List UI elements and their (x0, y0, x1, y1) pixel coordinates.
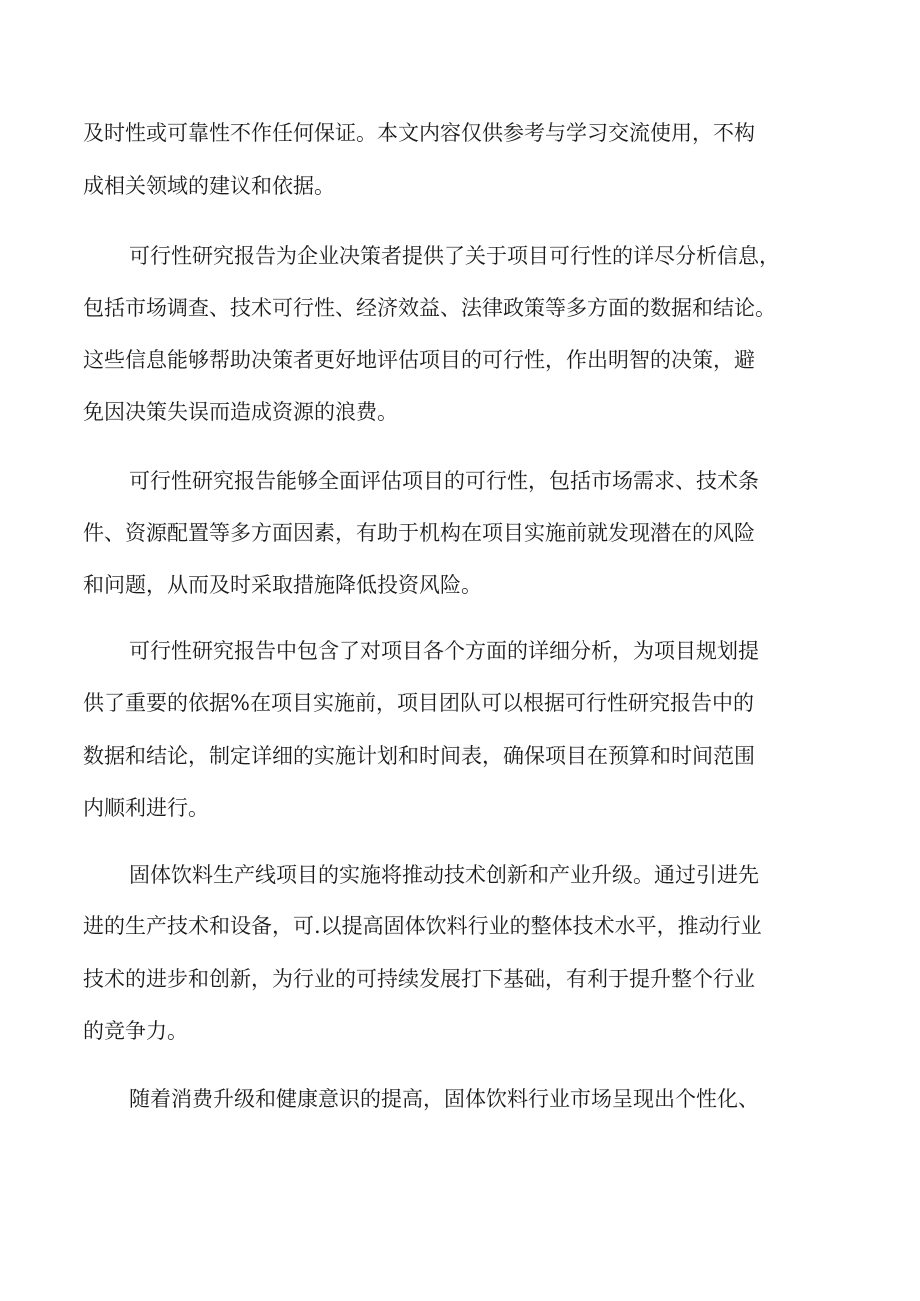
text-line: 数据和结论，制定详细的实施计划和时间表，确保项目在预算和时间范围 (83, 744, 755, 768)
text-line: 供了重要的依据%在项目实施前，项目团队可以根据可行性研究报告中的 (83, 691, 754, 715)
text-line: 和问题，从而及时采取措施降低投资风险。 (83, 573, 482, 597)
paragraph-first-line: 可行性研究报告中包含了对项目各个方面的详细分析，为项目规划提 (129, 639, 759, 663)
text-line: 内顺利进行。 (83, 796, 209, 820)
text-line: 及时性或可靠性不作任何保证。本文内容仅供参考与学习交流使用，不构 (83, 121, 755, 145)
text-line: 件、资源配置等多方面因素，有助于机构在项目实施前就发现潜在的风险 (83, 521, 755, 545)
text-line: 这些信息能够帮助决策者更好地评估项目的可行性，作出明智的决策，避 (83, 348, 755, 372)
text-line: 技术的进步和创新，为行业的可持续发展打下基础，有利于提升整个行业 (83, 967, 755, 991)
text-line: 包括市场调查、技术可行性、经济效益、法律政策等多方面的数据和结论。 (83, 296, 776, 320)
paragraph-first-line: 随着消费升级和健康意识的提高，固体饮料行业市场呈现出个性化、 (129, 1087, 759, 1111)
text-line: 成相关领域的建议和依据。 (83, 174, 335, 198)
paragraph-first-line: 可行性研究报告为企业决策者提供了关于项目可行性的详尽分析信息， (129, 244, 780, 268)
paragraph-first-line: 固体饮料生产线项目的实施将推动技术创新和产业升级。通过引进先 (129, 863, 759, 887)
text-line: 进的生产技术和设备，可.以提高固体饮料行业的整体技术水平，推动行业 (83, 914, 762, 938)
paragraph-first-line: 可行性研究报告能够全面评估项目的可行性，包括市场需求、技术条 (129, 469, 759, 493)
text-line: 免因决策失误而造成资源的浪费。 (83, 400, 398, 424)
text-line: 的竞争力。 (83, 1019, 188, 1043)
